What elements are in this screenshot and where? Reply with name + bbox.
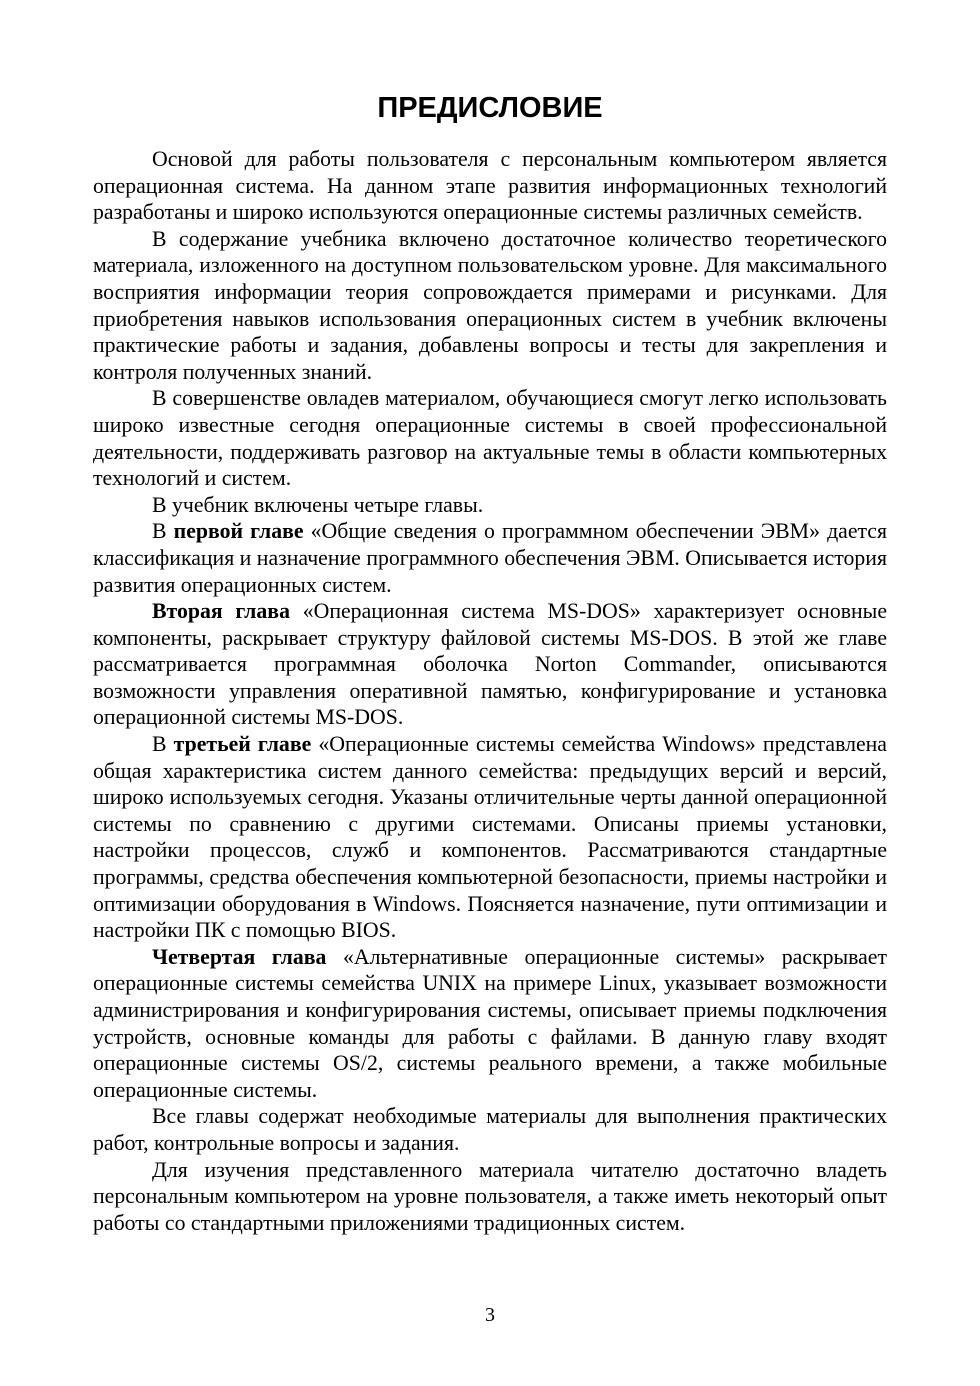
chapter-3-label: третьей главе <box>173 732 312 757</box>
chapter-1-description: «Общие сведения о программном обеспечении ЭВМ» дается классификация и назначение программного обеспечения ЭВМ. Описывается история развития операционных систем. <box>93 519 887 597</box>
paragraph-chapters-count: В учебник включены четыре главы. <box>152 492 484 517</box>
chapter-4-label: Четвертая глава <box>152 944 327 969</box>
chapter-3-description: «Операционные системы семейства Windows» представлена общая характеристика систем данного семейства: предыдущих версий и версий, широко используемых сегодня. Указаны отличительные черты данной операционной системы по сравнению с другими системами. Описаны приемы установки, настройки процессов, служб и компонентов. Рассматриваются стандартные программы, средства обеспечения компьютерной безопасности, приемы настройки и оптимизации оборудования в Windows. Поясняется назначение, пути оптимизации и настройки ПК с помощью BIOS. <box>93 732 887 943</box>
paragraph-textbook-content: В содержание учебника включено достаточное количество теоретического материала, изложенного на доступном пользовательском уровне. Для максимального восприятия информации теория сопровождается примерами и рисунками. Для приобретения навыков использования операционных систем в учебник включены практические работы и задания, добавлены вопросы и тесты для закрепления и контроля полученных знаний. <box>93 226 887 384</box>
paragraph-prerequisites: Для изучения представленного материала читателю достаточно владеть персональным компьютером на уровне пользователя, а также иметь некоторый опыт работы со стандартными приложениями традиционных систем. <box>93 1157 887 1235</box>
chapter-3-prefix: В <box>152 732 174 757</box>
paragraph-chapter-1 <box>93 518 887 598</box>
preface-body <box>93 146 887 1236</box>
page-number: 3 <box>485 1304 495 1326</box>
paragraph-chapter-2 <box>93 598 887 731</box>
paragraph-os-basis: Основой для работы пользователя с персональным компьютером является операционная система. На данном этапе развития информационных технологий разработаны и широко используются операционные системы различных семейств. <box>93 147 887 225</box>
chapter-1-label: первой главе <box>173 519 304 544</box>
chapter-1-prefix: В <box>152 519 174 544</box>
chapter-2-label: Вторая глава <box>152 599 290 624</box>
chapter-2-description: «Операционная система MS-DOS» характеризует основные компоненты, раскрывает структуру файловой системы MS-DOS. В этой же главе рассматривается программная оболочка Norton Commander, описываются возможности управления оперативной памятью, конфигурирование и установка операционной системы MS-DOS. <box>93 599 887 730</box>
paragraph-chapter-3 <box>93 731 887 944</box>
chapter-4-description: «Альтернативные операционные системы» раскрывает операционные системы семейства UNIX на примере Linux, указывает возможности администрирования и конфигурирования системы, описывает приемы подключения устройств, основные команды для работы с файлами. В данную главу входят операционные системы OS/2, системы реального времени, а также мобильные операционные системы. <box>93 944 887 1102</box>
paragraph-materials: Все главы содержат необходимые материалы для выполнения практических работ, контрольные вопросы и задания. <box>93 1104 887 1155</box>
paragraph-mastery: В совершенстве овладев материалом, обучающиеся смогут легко использовать широко известные сегодня операционные системы в своей профессиональной деятельности, поддерживать разговор на актуальные темы в области компьютерных технологий и систем. <box>93 386 887 491</box>
paragraph-chapter-4 <box>93 944 887 1104</box>
page-title: ПРЕДИСЛОВИЕ <box>377 92 603 124</box>
